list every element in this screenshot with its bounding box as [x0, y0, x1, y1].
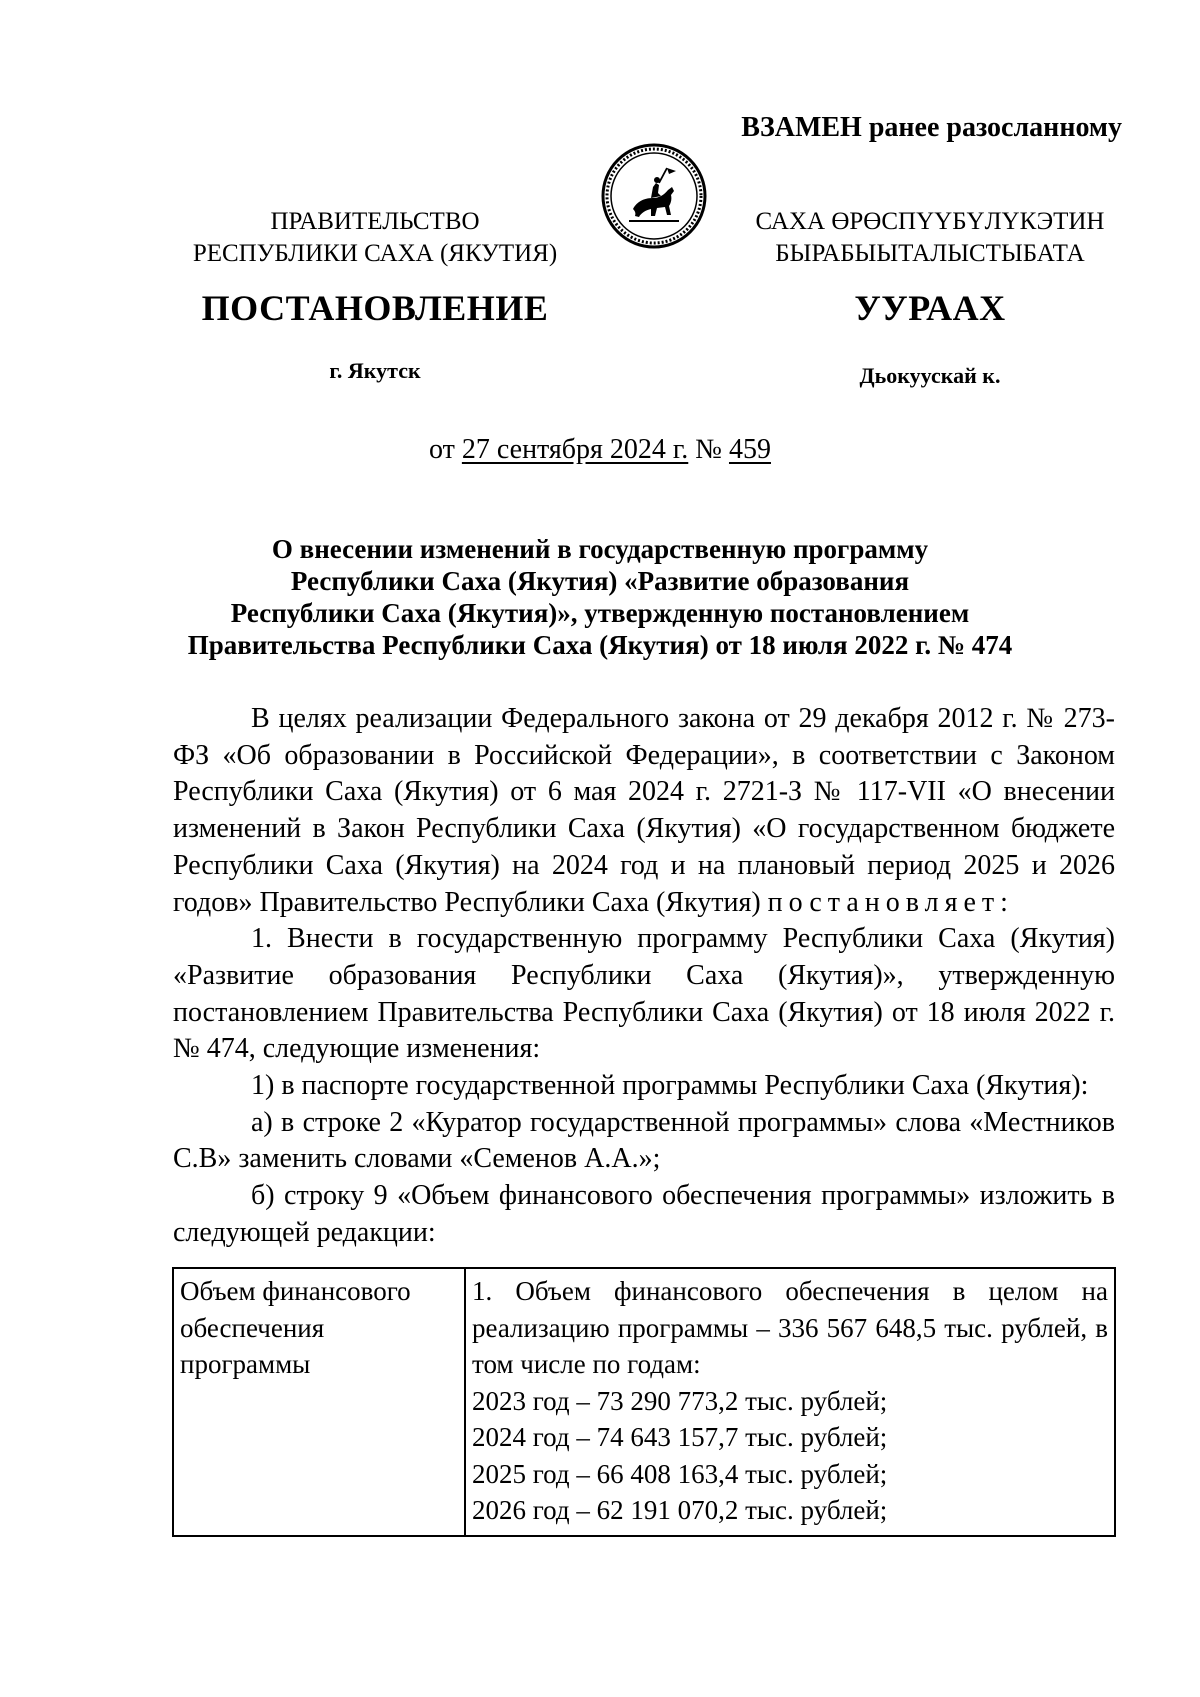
resolution-number: 459 [728, 434, 771, 465]
government-name-sakha-line-1: САХА ӨРӨСПҮҮБҮЛҮКЭТИН [755, 208, 1105, 235]
table-label-cell: Объем финансового обеспечения программы [173, 1268, 465, 1536]
resolves-word: постановляет: [767, 886, 1014, 918]
government-name-line-2: РЕСПУБЛИКИ САХА (ЯКУТИЯ) [192, 240, 558, 267]
table-value-cell [465, 1268, 1115, 1536]
year-line-2023: 2023 год – 73 290 773,2 тыс. рублей; [472, 1385, 888, 1416]
financing-table [172, 1267, 1116, 1537]
emblem-icon [601, 143, 707, 249]
government-name-line-1: ПРАВИТЕЛЬСТВО [270, 208, 480, 235]
government-name-russian [175, 206, 575, 270]
year-line-2026: 2026 год – 62 191 070,2 тыс. рублей; [472, 1495, 888, 1525]
doc-type-russian: ПОСТАНОВЛЕНИЕ [201, 288, 549, 328]
document-title [150, 533, 1050, 661]
item-b-paragraph: б) строку 9 «Объем финансового обеспечения программы» изложить в следующей редакции: [173, 1180, 1115, 1248]
title-line-4: Правительства Республики Саха (Якутия) от 18 июля 2022 г. № 474 [187, 630, 1013, 660]
government-name-sakha-line-2: БЫРАБЫЫТАЛЫСТЫБАТА [775, 240, 1085, 267]
item-a-paragraph: а) в строке 2 «Куратор государственной программы» слова «Местников С.В» заменить словами «Семенов А.А.»; [173, 1106, 1115, 1175]
doc-type-sakha: УУРААХ [854, 288, 1006, 328]
year-line-2025: 2025 год – 66 408 163,4 тыс. рублей; [472, 1458, 888, 1489]
clause-1-paragraph: 1. Внести в государственную программу Республики Саха (Якутия) «Развитие образования Республики Саха (Якутия)», утвержденную постановлением Правительства Республики Саха (Якутия) от 18 июля 2022 г. № 474, следующие изменения: [173, 923, 1115, 1065]
preamble-paragraph [173, 701, 1115, 921]
subclause-1-paragraph: 1) в паспорте государственной программы Республики Саха (Якутия): [251, 1070, 1089, 1102]
year-line-2024: 2024 год – 74 643 157,7 тыс. рублей; [472, 1422, 888, 1452]
resolution-date: 27 сентября 2024 г. [461, 434, 689, 465]
date-prefix: от [429, 434, 455, 465]
government-name-sakha [730, 206, 1130, 270]
number-sign: № [695, 434, 722, 465]
city-sakha: Дьокуускай к. [859, 363, 1001, 388]
city-russian: г. Якутск [329, 358, 421, 383]
table-row [173, 1268, 1115, 1536]
title-line-2: Республики Саха (Якутия) «Развитие образования [290, 566, 910, 596]
replacement-notice: ВЗАМЕН ранее разосланному [741, 112, 1122, 143]
document-body [173, 701, 1115, 1252]
title-line-1: О внесении изменений в государственную программу [271, 534, 929, 564]
title-line-3: Республики Саха (Якутия)», утвержденную постановлением [230, 598, 970, 628]
financing-intro: 1. Объем финансового обеспечения в целом на реализацию программы – 336 567 648,5 тыс. рублей, в том числе по годам: [472, 1276, 1108, 1379]
preamble-text: В целях реализации Федерального закона от 29 декабря 2012 г. № 273-ФЗ «Об образовании в Российской Федерации», в соответствии с Законом Республики Саха (Якутия) от 6 мая 2024 г. 2721-З № 117-VII «О внесении изменений в Закон Республики Саха (Якутия) «О государственном бюджете Республики Саха (Якутия) на 2024 год и на плановый период 2025 и 2026 годов» Правительство Республики Саха (Якутия) [173, 703, 1115, 918]
date-number-line [0, 434, 1200, 466]
